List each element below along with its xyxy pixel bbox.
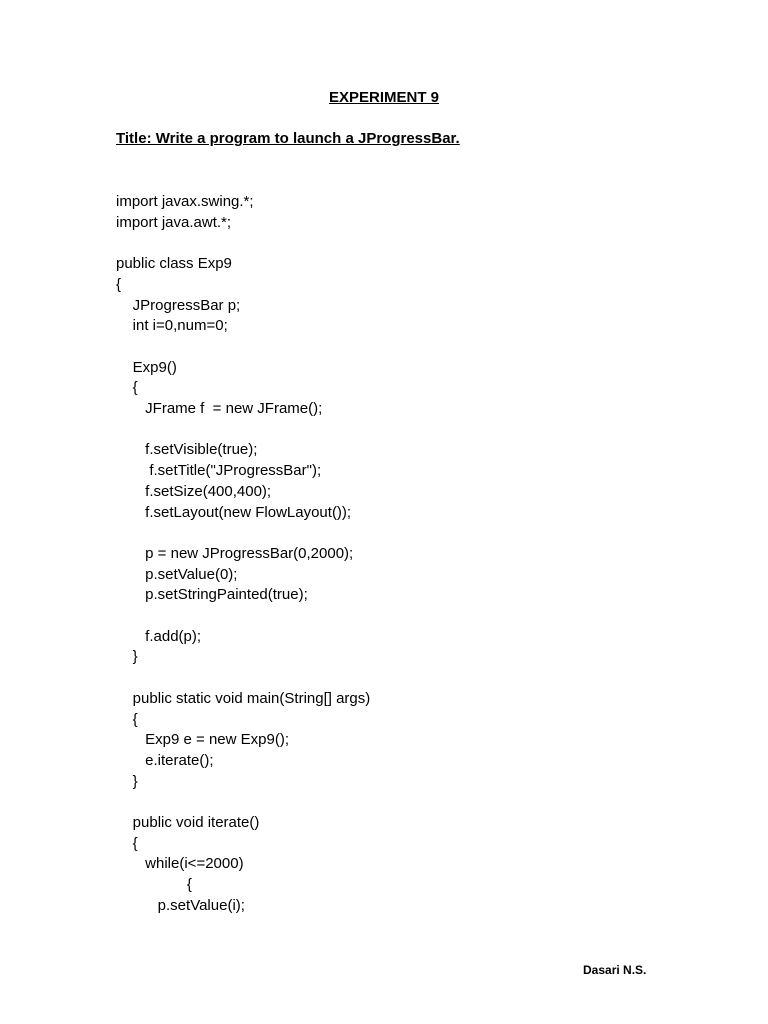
code-line: } [116, 648, 138, 666]
code-line: { [116, 834, 138, 852]
code-line: Exp9 e = new Exp9(); [116, 731, 289, 749]
code-line: import javax.swing.*; [116, 193, 254, 210]
code-line: f.setTitle("JProgressBar"); [116, 462, 322, 480]
code-line: { [116, 379, 138, 397]
code-line: public class Exp9 [116, 255, 232, 273]
code-line: p.setStringPainted(true); [116, 586, 308, 604]
author-footer: Dasari N.S. [583, 963, 647, 977]
code-line: } [116, 772, 138, 790]
code-line: public void iterate() [116, 814, 260, 831]
code-line: JFrame f = new JFrame(); [116, 400, 323, 417]
code-line: e.iterate(); [116, 751, 214, 769]
code-line: p = new JProgressBar(0,2000); [116, 544, 354, 562]
code-line: { [116, 710, 138, 728]
code-line: Exp9() [116, 358, 177, 376]
code-line: p.setValue(0); [116, 565, 238, 583]
code-line: f.setVisible(true); [116, 441, 258, 459]
code-line: f.setLayout(new FlowLayout()); [116, 503, 352, 521]
code-line: f.add(p); [116, 627, 202, 645]
code-line: int i=0,num=0; [116, 317, 228, 335]
code-line: JProgressBar p; [116, 296, 241, 314]
document-title: Title: Write a program to launch a JProgressBar. [116, 130, 460, 147]
code-line: p.setValue(i); [116, 896, 245, 914]
code-line: while(i<=2000) [116, 855, 244, 873]
code-line: { [116, 876, 192, 894]
code-line: public static void main(String[] args) [116, 689, 371, 707]
code-line: import java.awt.*; [116, 213, 232, 231]
code-line: f.setSize(400,400); [116, 482, 272, 500]
experiment-heading: EXPERIMENT 9 [328, 89, 440, 106]
code-line: { [116, 275, 122, 293]
